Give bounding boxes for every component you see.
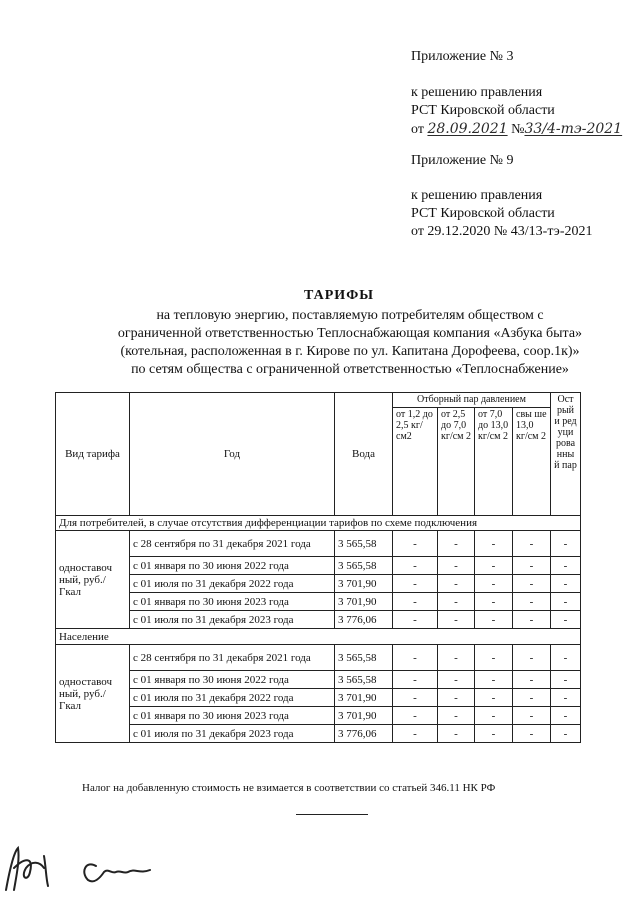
dash-cell: - [438, 557, 475, 575]
header-tariff-type: Вид тарифа [56, 393, 130, 516]
dash-cell: - [475, 707, 513, 725]
dash-cell: - [475, 645, 513, 671]
dash-cell: - [551, 593, 581, 611]
number-prefix: № [511, 122, 525, 137]
dash-cell: - [438, 531, 475, 557]
dash-cell: - [551, 689, 581, 707]
dash-cell: - [475, 689, 513, 707]
dash-cell: - [513, 707, 551, 725]
dash-cell: - [475, 531, 513, 557]
water-value: 3 701,90 [335, 707, 393, 725]
dash-cell: - [475, 725, 513, 743]
vat-note: Налог на добавленную стоимость не взимается в соответствии со статьей 346.11 НК РФ [82, 782, 496, 794]
subtitle-line-1: на тепловую энергию, поставляемую потребителям обществом с [156, 308, 544, 323]
dash-cell: - [551, 707, 581, 725]
decision-ref-line [411, 120, 622, 139]
dash-cell: - [513, 557, 551, 575]
dash-cell: - [551, 671, 581, 689]
dash-cell: - [393, 557, 438, 575]
dash-cell: - [393, 645, 438, 671]
dash-cell: - [475, 671, 513, 689]
table-row [56, 645, 581, 671]
period-cell: с 01 июля по 31 декабря 2022 года [130, 689, 335, 707]
dash-cell: - [438, 593, 475, 611]
header-sharp-steam: Ост рый и ред уци рова нны й пар [551, 393, 581, 516]
appendix-9-label: Приложение № 9 [411, 153, 514, 168]
dash-cell: - [551, 531, 581, 557]
appendix-3-label: Приложение № 3 [411, 49, 514, 64]
dash-cell: - [513, 671, 551, 689]
dash-cell: - [475, 593, 513, 611]
dash-cell: - [393, 593, 438, 611]
dash-cell: - [513, 725, 551, 743]
header-steam-group: Отборный пар давлением [393, 393, 551, 408]
water-value: 3 565,58 [335, 645, 393, 671]
table-row [56, 689, 581, 707]
dash-cell: - [475, 611, 513, 629]
header-pressure-4: свы ше 13,0 кг/см 2 [513, 408, 551, 516]
dash-cell: - [438, 611, 475, 629]
tariff-table [55, 392, 581, 743]
divider-line [296, 814, 368, 815]
tariff-label: одноставоч ный, руб./Гкал [56, 645, 130, 743]
table-row [56, 611, 581, 629]
period-cell: с 01 июля по 31 декабря 2023 года [130, 611, 335, 629]
dash-cell: - [551, 575, 581, 593]
header-year: Год [130, 393, 335, 516]
handwritten-date: 28.09.2021 [427, 121, 508, 137]
dash-cell: - [438, 671, 475, 689]
decision-line: к решению правления [411, 85, 543, 100]
org-line: РСТ Кировской области [411, 103, 555, 118]
period-cell: с 01 июля по 31 декабря 2022 года [130, 575, 335, 593]
dash-cell: - [393, 707, 438, 725]
water-value: 3 701,90 [335, 575, 393, 593]
dash-cell: - [438, 689, 475, 707]
section-title: Население [56, 629, 581, 645]
dash-cell: - [551, 557, 581, 575]
water-value: 3 565,58 [335, 671, 393, 689]
header-water: Вода [335, 393, 393, 516]
water-value: 3 776,06 [335, 725, 393, 743]
water-value: 3 565,58 [335, 531, 393, 557]
water-value: 3 565,58 [335, 557, 393, 575]
dash-cell: - [513, 645, 551, 671]
header-pressure-2: от 2,5 до 7,0 кг/см 2 [438, 408, 475, 516]
dash-cell: - [438, 575, 475, 593]
table-row [56, 531, 581, 557]
dash-cell: - [513, 531, 551, 557]
dash-cell: - [551, 645, 581, 671]
table-row [56, 725, 581, 743]
subtitle-line-3: (котельная, расположенная в г. Кирове по ул. Капитана Дорофеева, соор.1к)» [120, 344, 580, 359]
document-title: ТАРИФЫ [304, 288, 374, 303]
period-cell: с 28 сентября по 31 декабря 2021 года [130, 645, 335, 671]
dash-cell: - [393, 689, 438, 707]
water-value: 3 701,90 [335, 593, 393, 611]
dash-cell: - [475, 557, 513, 575]
header-pressure-3: от 7,0 до 13,0 кг/см 2 [475, 408, 513, 516]
dash-cell: - [551, 611, 581, 629]
dash-cell: - [513, 575, 551, 593]
section-title: Для потребителей, в случае отсутствия дифференциации тарифов по схеме подключения [56, 516, 581, 531]
dash-cell: - [393, 671, 438, 689]
dash-cell: - [438, 725, 475, 743]
dash-cell: - [513, 689, 551, 707]
period-cell: с 28 сентября по 31 декабря 2021 года [130, 531, 335, 557]
org-line-2: РСТ Кировской области [411, 206, 555, 221]
dash-cell: - [513, 611, 551, 629]
period-cell: с 01 января по 30 июня 2022 года [130, 557, 335, 575]
decision-line-2: к решению правления [411, 188, 543, 203]
handwritten-number: 33/4-тэ-2021 [524, 121, 623, 137]
dash-cell: - [551, 725, 581, 743]
dash-cell: - [393, 725, 438, 743]
tariff-label: одноставоч ный, руб./Гкал [56, 531, 130, 629]
period-cell: с 01 июля по 31 декабря 2023 года [130, 725, 335, 743]
header-pressure-1: от 1,2 до 2,5 кг/см2 [393, 408, 438, 516]
water-value: 3 776,06 [335, 611, 393, 629]
table-row [56, 593, 581, 611]
dash-cell: - [513, 593, 551, 611]
period-cell: с 01 января по 30 июня 2023 года [130, 707, 335, 725]
dash-cell: - [438, 645, 475, 671]
table-row [56, 707, 581, 725]
table-row [56, 671, 581, 689]
prior-decision-ref: от 29.12.2020 № 43/13-тэ-2021 [411, 224, 593, 239]
subtitle-line-4: по сетям общества с ограниченной ответственностью «Теплоснабжение» [131, 362, 569, 377]
period-cell: с 01 января по 30 июня 2023 года [130, 593, 335, 611]
dash-cell: - [475, 575, 513, 593]
dash-cell: - [438, 707, 475, 725]
subtitle-line-2: ограниченной ответственностью Теплоснабжающая компания «Азбука быта» [117, 326, 583, 341]
signature-scribbles [0, 838, 200, 898]
dash-cell: - [393, 575, 438, 593]
dash-cell: - [393, 611, 438, 629]
dash-cell: - [393, 531, 438, 557]
table-row [56, 575, 581, 593]
period-cell: с 01 января по 30 июня 2022 года [130, 671, 335, 689]
table-row [56, 557, 581, 575]
from-prefix: от [411, 122, 424, 137]
water-value: 3 701,90 [335, 689, 393, 707]
